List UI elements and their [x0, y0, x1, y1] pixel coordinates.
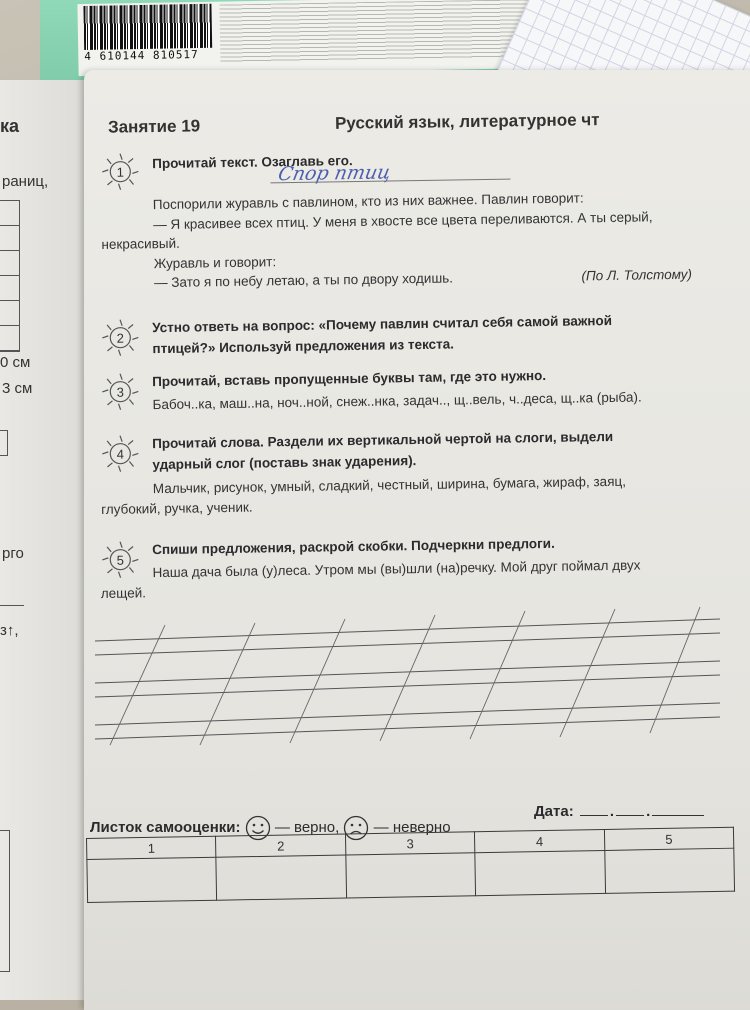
left-page-grid — [0, 200, 20, 352]
task-body: Поспорили журавль с павлином, кто из них важнее. Павлин говорит: — Я красивее всех птиц. У меня в хвосте все цвета переливаются. А ты серый, некрасивый. Журавль и говорит: — Зато я по небу летаю, а ты по двору ходишь. — [101, 190, 653, 291]
score-table — [86, 827, 735, 903]
date-field[interactable]: Дата: . . — [534, 803, 706, 820]
task-body: Бабоч..ка, маш..на, ноч..ной, снеж..нка, задач.., щ..вель, ч..деса, щ..ка (рыба). — [152, 389, 642, 413]
score-cell[interactable] — [604, 848, 734, 893]
writing-lines-area[interactable] — [90, 605, 730, 750]
svg-text:1: 1 — [116, 164, 125, 180]
sun-badge-icon — [100, 151, 141, 192]
barcode-icon — [83, 4, 212, 50]
score-column-header: 1 — [87, 836, 217, 859]
task-title: Прочитай слова. Раздели их вертикальной чертой на слоги, выдели ударный слог (поставь знак ударения). — [152, 428, 614, 473]
left-page-line: рго — [2, 545, 24, 562]
correct-label: — верно, — [274, 818, 340, 836]
task-title: Устно ответь на вопрос: «Почему павлин считал себя самой важной птицей?» Используй предложения из текста. — [152, 312, 613, 357]
handwritten-answer: Спор птиц — [276, 161, 393, 186]
svg-text:5: 5 — [116, 552, 125, 568]
date-month-blank[interactable] — [616, 815, 644, 816]
score-cell[interactable] — [475, 850, 605, 895]
left-page-line: 0 см — [0, 354, 31, 371]
task-title: Прочитай текст. Озаглавь его. — [152, 153, 353, 172]
score-cell[interactable] — [346, 853, 476, 898]
task-title: Прочитай, вставь пропущенные буквы там, где это нужно. — [152, 367, 547, 390]
date-day-blank[interactable] — [580, 815, 608, 816]
task-body: Наша дача была (у)леса. Утром мы (вы)шли (на)речку. Мой друг поймал двух лещей. — [100, 557, 641, 601]
task-body: Мальчик, рисунок, умный, сладкий, честный, ширина, бумага, жираф, заяц, глубокий, ручка, ученик. — [101, 473, 627, 517]
incorrect-label: — неверно — [373, 818, 451, 836]
sun-badge-icon — [100, 371, 141, 412]
left-page-box — [0, 830, 10, 972]
imprint-text-block — [219, 0, 540, 63]
barcode-label — [77, 0, 550, 76]
task-title: Спиши предложения, раскрой скобки. Подчеркни предлоги. — [152, 535, 555, 558]
self-assessment-title: Листок самооценки: — [90, 818, 241, 836]
svg-text:4: 4 — [116, 446, 125, 462]
subject-title: Русский язык, литературное чт — [334, 110, 600, 133]
score-column-header: 2 — [216, 834, 346, 857]
sun-badge-icon — [100, 539, 141, 580]
left-page-line: раниц, — [2, 173, 49, 190]
score-cell[interactable] — [87, 857, 217, 902]
left-page-rule — [0, 605, 24, 606]
sun-badge-icon — [100, 433, 141, 474]
date-year-blank[interactable] — [652, 815, 704, 816]
barcode-number: 4 610144 810517 — [84, 48, 199, 64]
date-label: Дата: — [534, 803, 574, 820]
author-credit: (По Л. Толстому) — [581, 266, 693, 284]
left-page — [0, 80, 92, 1000]
svg-text:2: 2 — [116, 330, 125, 346]
score-cell[interactable] — [216, 855, 346, 900]
lesson-title: Занятие 19 — [107, 116, 201, 137]
left-page-line: 3 см — [2, 380, 33, 397]
left-page-box — [0, 430, 8, 456]
left-page-line: з↑, — [0, 622, 19, 639]
svg-text:3: 3 — [116, 384, 125, 400]
score-column-header: 4 — [475, 829, 605, 852]
left-page-header: ка — [0, 116, 20, 136]
sun-badge-icon — [100, 317, 141, 358]
score-column-header: 5 — [604, 827, 734, 850]
score-column-header: 3 — [345, 832, 475, 855]
